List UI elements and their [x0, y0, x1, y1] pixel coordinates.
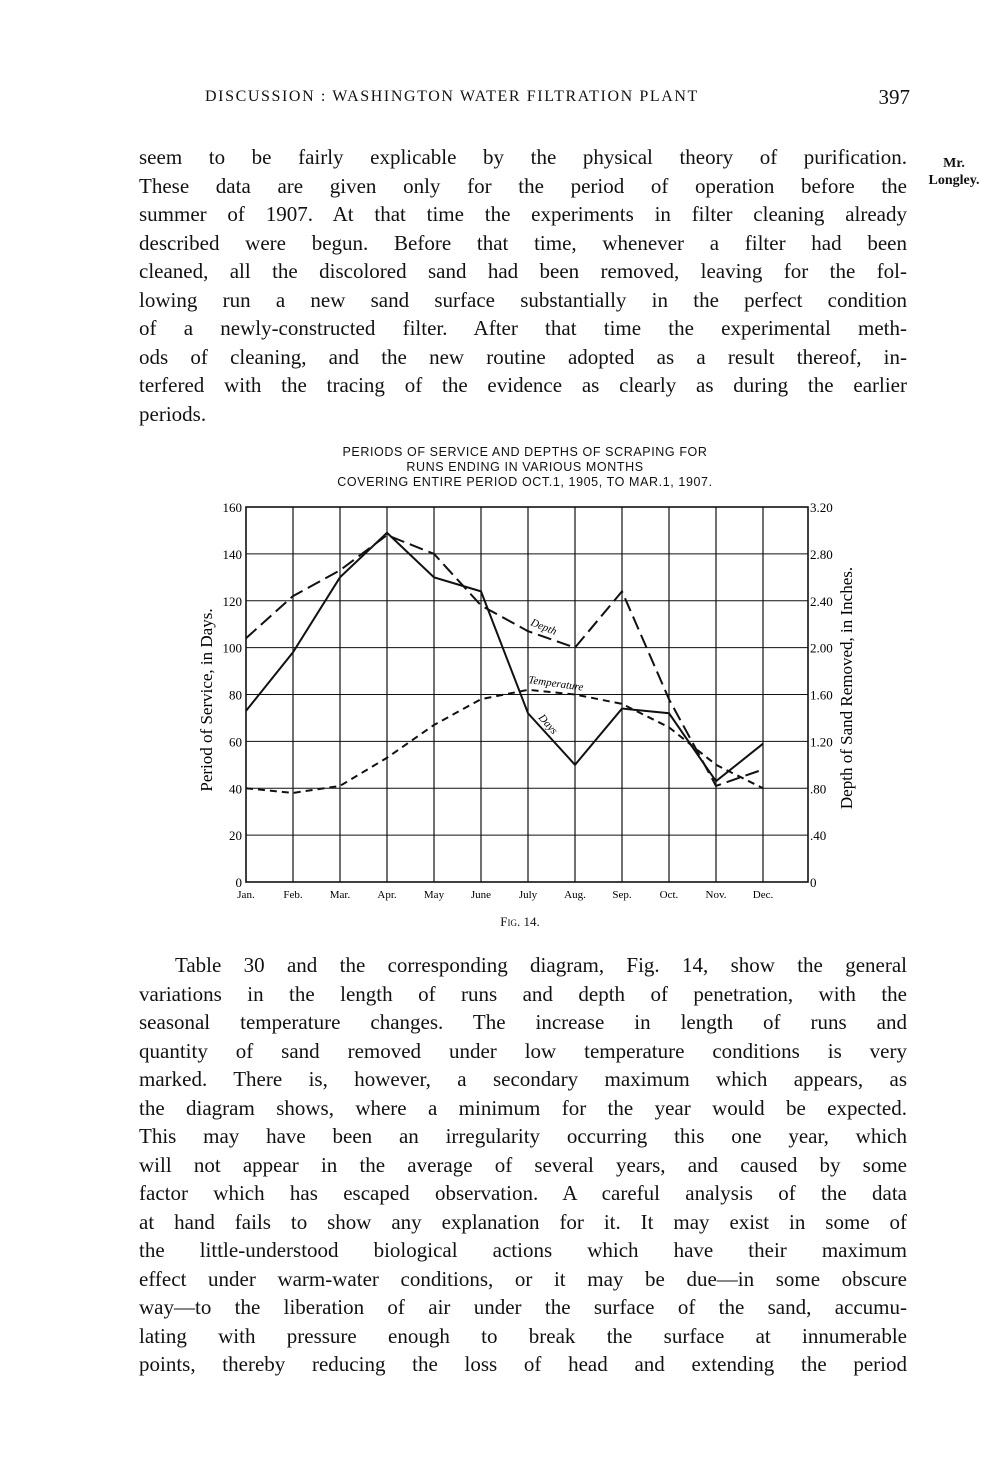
figure-caption: Fig. 14.: [500, 914, 540, 929]
text-line: way—to the liberation of air under the surface of the sand, accumu-: [139, 1295, 907, 1319]
series-annotation: Depth: [528, 616, 559, 638]
y-tick-label-left: 140: [222, 546, 242, 562]
text-line: seem to be fairly explicable by the physical theory of purification.: [139, 145, 907, 169]
text-line: at hand fails to show any explanation for it. It may exist in some of: [139, 1209, 907, 1234]
x-tick-label: Aug.: [564, 889, 586, 901]
x-tick-label: Oct.: [659, 889, 679, 901]
y-tick-label-right: 2.80: [810, 546, 833, 562]
series-line-depth: [246, 535, 763, 786]
y-tick-label-left: 80: [229, 687, 242, 703]
chart-title-line: RUNS ENDING IN VARIOUS MONTHS: [406, 460, 644, 474]
text-line: seasonal temperature changes. The increase in length of runs and: [139, 1010, 907, 1034]
y-tick-label-left: 0: [235, 875, 242, 890]
paragraph-2: [139, 951, 907, 1379]
text-line: the little-understood biological actions which have their maximum: [139, 1238, 907, 1262]
y-tick-label-right: 1.20: [810, 734, 833, 750]
text-line: terfered with the tracing of the evidence as clearly as during the earlier: [139, 373, 907, 397]
x-tick-label: May: [423, 889, 445, 901]
text-line: marked. There is, however, a secondary maximum which appears, as: [139, 1067, 907, 1091]
y-axis-title-left: Period of Service, in Days.: [197, 608, 216, 792]
chart-title-line: PERIODS OF SERVICE AND DEPTHS OF SCRAPING FOR: [342, 445, 708, 459]
text-line: the diagram shows, where a minimum for the year would be expected.: [139, 1095, 907, 1120]
text-line: factor which has escaped observation. A careful analysis of the data: [139, 1181, 907, 1205]
y-tick-label-right: .40: [810, 828, 827, 844]
text-line: quantity of sand removed under low temperature conditions is very: [139, 1038, 907, 1063]
y-tick-label-left: 60: [229, 734, 242, 750]
y-tick-label-right: .80: [810, 781, 827, 797]
margin-note-line: Mr.: [943, 156, 965, 171]
text-line: These data are given only for the period of operation before the: [139, 173, 907, 198]
y-tick-label-left: 100: [222, 640, 242, 656]
text-line: ods of cleaning, and the new routine adopted as a result thereof, in-: [139, 344, 907, 369]
x-tick-label: Dec.: [752, 889, 774, 901]
page-number: 397: [878, 85, 910, 109]
x-tick-label: Sep.: [612, 889, 632, 901]
text-line: lowing run a new sand surface substantially in the perfect condition: [139, 287, 907, 312]
y-tick-label-left: 160: [222, 500, 242, 515]
y-tick-label-right: 2.00: [810, 640, 833, 656]
y-tick-label-left: 120: [222, 593, 242, 609]
y-tick-label-left: 20: [229, 828, 242, 844]
text-line: This may have been an irregularity occurring this one year, which: [139, 1124, 907, 1148]
text-line: lating with pressure enough to break the surface at innumerable: [139, 1323, 907, 1348]
x-tick-label: Apr.: [377, 889, 397, 901]
y-tick-label-left: 40: [229, 781, 242, 797]
text-line: points, thereby reducing the loss of head and extending the period: [139, 1352, 907, 1376]
x-tick-label: July: [518, 889, 538, 901]
y-axis-title-right: Depth of Sand Removed, in Inches.: [837, 566, 856, 810]
text-line: periods.: [139, 401, 207, 426]
margin-note-line: Longley.: [928, 173, 980, 188]
y-tick-label-right: 2.40: [810, 593, 833, 609]
series-annotation: Temperature: [527, 674, 585, 694]
y-tick-label-right: 1.60: [810, 687, 833, 703]
y-tick-label-right: 0: [810, 875, 817, 890]
text-line: cleaned, all the discolored sand had been removed, leaving for the fol-: [139, 259, 907, 283]
text-line: variations in the length of runs and depth of penetration, with the: [139, 981, 907, 1006]
text-line: described were begun. Before that time, whenever a filter had been: [139, 230, 907, 255]
x-tick-label: June: [470, 889, 492, 901]
series-line-days: [246, 533, 763, 781]
x-tick-label: Mar.: [329, 889, 351, 901]
text-line: will not appear in the average of several years, and caused by some: [139, 1152, 907, 1177]
x-tick-label: Feb.: [283, 889, 303, 901]
x-tick-label: Nov.: [705, 889, 727, 901]
series-annotation: Days: [535, 711, 560, 737]
text-line: of a newly-constructed filter. After that time the experimental meth-: [139, 316, 907, 340]
x-tick-label: Jan.: [237, 889, 255, 901]
chart-title-line: COVERING ENTIRE PERIOD OCT.1, 1905, TO MAR.1, 1907.: [337, 475, 713, 489]
text-line: effect under warm-water conditions, or it may be due—in some obscure: [139, 1266, 907, 1291]
text-line: summer of 1907. At that time the experiments in filter cleaning already: [139, 202, 907, 226]
running-title: DISCUSSION : WASHINGTON WATER FILTRATION PLANT: [205, 88, 699, 105]
text-line: Table 30 and the corresponding diagram, Fig. 14, show the general: [175, 953, 907, 977]
y-tick-label-right: 3.20: [810, 500, 833, 515]
